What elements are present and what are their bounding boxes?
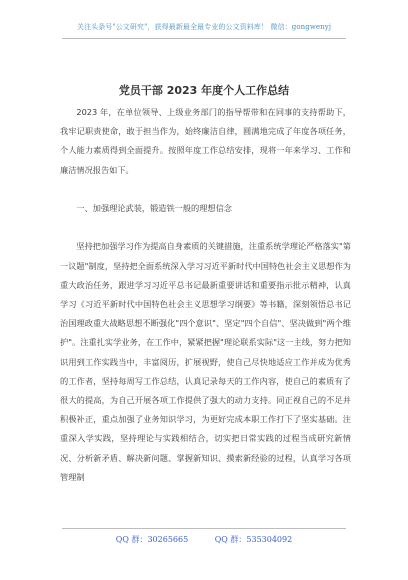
footer-qq-group-2: QQ 群：535304092	[214, 535, 293, 544]
section-heading: 一、加强理论武装，锻造铁一般的理想信念	[76, 203, 232, 213]
spacer	[60, 218, 351, 237]
footer	[0, 534, 408, 545]
document-body	[60, 103, 351, 487]
intro-paragraph: 2023 年，在单位领导、上级业务部门的指导帮带和在同事的支持帮助下，我牢记职责使命，敢于担当作为，始终廉洁自律，圆满地完成了年度各项任务，个人能力素质得到全面提升。按照年度工作总结安排，现将一年来学习、工作和廉洁情况报告如下。	[60, 107, 351, 175]
footer-qq-group-1: QQ 群：30265665	[115, 535, 189, 544]
header-promo: 关注头条号"公文研究"，获得最新最全最专业的公文资料库！ 微信：gongwenyj	[76, 23, 332, 31]
spacer	[60, 180, 351, 199]
section-paragraph: 坚持把加强学习作为提高自身素质的关键措施，注重系统学理论严格落实"第一议题"制度，坚持把全面系统深入学习习近平新时代中国特色社会主义思想作为重大政治任务，跟进学习习近平总书记最新重要讲话和重要指示批示精神，认真学习《习近平新时代中国特色社会主义思想学习纲要》等书籍，深刻领悟总书记治国理政重大战略思想不断强化"四个意识"、坚定"四个自信"、坚决做到"两个维护"。注重扎实学业务，在工作中，紧紧把握"理论联系实际"这一主线，努力把知识用到工作实践当中，丰富阅历，扩展视野，使自己尽快地适应工作并成为优秀的工作者，坚持每周写工作总结，认真记录每天的工作内容，使自己的素质有了很大的提高，为自己开展各项工作提供了强大的动力支持。同正视自己的不足并积极补正，重点加强了业务知识学习，为更好完成本职工作打下了坚实基础。注重深入学实践，坚持理论与实践相结合，切实把日常实践的过程当成研究新情况、分析新矛盾、解决新问题、掌握新知识、摸索新经验的过程，认真学习各项管理制	[60, 241, 351, 482]
footer-divider	[62, 528, 346, 529]
document-title: 党员干部 2023 年度个人工作总结	[118, 84, 290, 97]
header-divider	[62, 38, 346, 39]
